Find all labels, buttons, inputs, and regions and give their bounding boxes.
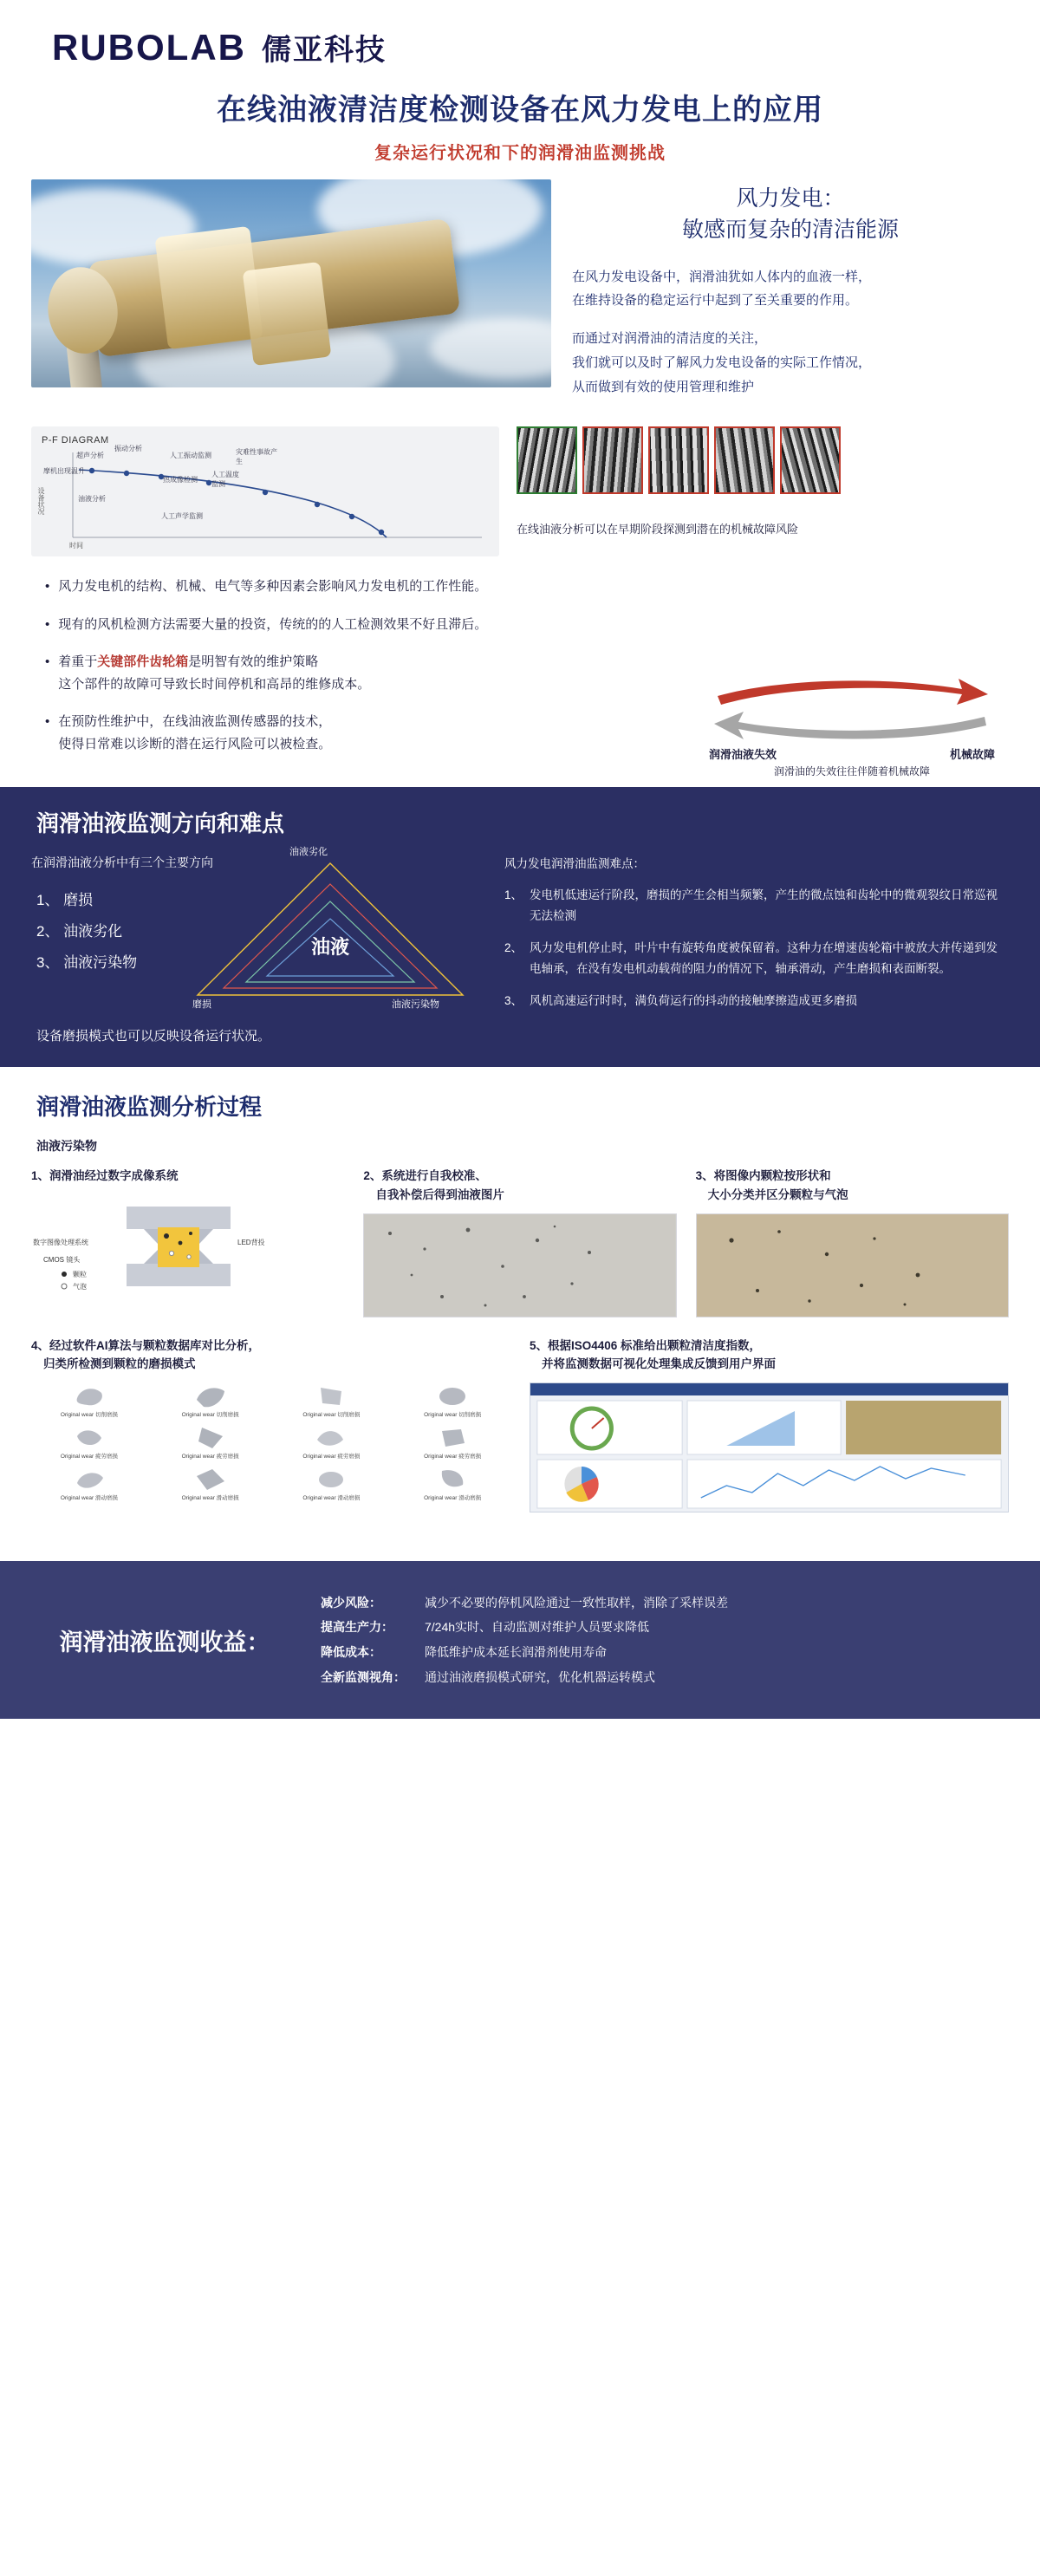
directions-left bbox=[31, 847, 482, 1044]
bullet-dot-icon: • bbox=[45, 616, 50, 632]
wear-particle-caption: Original wear 切削磨损 bbox=[60, 1411, 118, 1418]
arrow-pair-icon bbox=[709, 675, 995, 739]
monitoring-directions-section bbox=[0, 787, 1040, 1067]
directions-lead: 在润滑油液分析中有三个主要方向 bbox=[31, 855, 213, 870]
wear-particle-caption: Original wear 切削磨损 bbox=[181, 1411, 239, 1418]
hero-section bbox=[0, 167, 1040, 413]
wind-turbine-photo bbox=[31, 179, 551, 387]
bullet-text: 在预防性维护中，在线油液监测传感器的技术， 使得日常难以诊断的潜在运行风险可以被检查。 bbox=[58, 714, 332, 751]
benefits-list bbox=[321, 1590, 1005, 1690]
difficulty-number: 2、 bbox=[504, 941, 523, 955]
classified-particles-svg bbox=[697, 1214, 1008, 1317]
process-row-2 bbox=[31, 1337, 1009, 1512]
bullet-dot-icon: • bbox=[45, 654, 50, 670]
dashboard-screenshot bbox=[530, 1382, 1009, 1512]
arrow-labels bbox=[709, 745, 995, 762]
wear-particle-caption: Original wear 切削磨损 bbox=[302, 1411, 361, 1418]
step-heading: 4、经过软件AI算法与颗粒数据库对比分析， 归类所检测到颗粒的磨损模式 bbox=[31, 1338, 261, 1371]
brand-logo-en: RUBOLAB bbox=[52, 27, 246, 68]
particle-strip bbox=[517, 426, 577, 494]
pf-and-strips bbox=[0, 413, 1040, 556]
benefit-value: 降低维护成本延长润滑剂使用寿命 bbox=[425, 1645, 607, 1660]
difficulty-item bbox=[504, 885, 1009, 926]
wear-particle-shape-icon bbox=[153, 1424, 269, 1454]
list-item bbox=[45, 614, 995, 636]
pf-y-axis: 设备状况 bbox=[37, 487, 45, 516]
pf-label-8: 人工声学监测 bbox=[161, 512, 203, 521]
difficulties-list bbox=[504, 854, 1009, 1044]
wear-particle-shape-icon bbox=[153, 1466, 269, 1495]
page-title: 在线油液清洁度检测设备在风力发电上的应用 bbox=[217, 94, 823, 127]
svg-text:CMOS 镜头: CMOS 镜头 bbox=[43, 1255, 81, 1264]
wear-particle-shape-icon bbox=[31, 1382, 147, 1412]
oil-sample-image-2 bbox=[696, 1213, 1009, 1317]
benefit-value: 减少不必要的停机风险通过一致性取样，消除了采样误差 bbox=[425, 1595, 728, 1610]
section-title-process: 润滑油液监测分析过程 bbox=[36, 1094, 263, 1121]
wear-particle-caption: Original wear 疲劳磨损 bbox=[424, 1453, 482, 1460]
particle-strip bbox=[582, 426, 643, 494]
arrow-label-right: 机械故障 bbox=[949, 748, 995, 762]
page-subtitle: 复杂运行状况和下的润滑油监测挑战 bbox=[374, 144, 666, 163]
arrow-caption: 润滑油的失效往往伴随着机械故障 bbox=[773, 765, 930, 778]
failure-cycle-arrows bbox=[709, 675, 995, 778]
wear-particle-cell bbox=[394, 1424, 510, 1460]
wear-particle-shape-icon bbox=[394, 1424, 510, 1454]
hero-heading bbox=[572, 183, 1009, 246]
wear-particle-shape-icon bbox=[274, 1424, 390, 1454]
imaging-schematic bbox=[31, 1194, 344, 1298]
triangle-label-right: 油液污染物 bbox=[392, 999, 439, 1011]
hero-heading-line1: 风力发电： bbox=[736, 186, 845, 211]
bullet-list bbox=[0, 556, 1040, 787]
pf-label-6: 人工温度监测 bbox=[211, 471, 239, 489]
direction-item: 3、 油液污染物 bbox=[36, 953, 138, 971]
wear-particle-cell bbox=[153, 1382, 269, 1419]
imaging-schematic-svg bbox=[31, 1194, 326, 1298]
benefit-row bbox=[321, 1590, 1005, 1616]
hero-text bbox=[572, 179, 1009, 413]
wear-particle-shape-icon bbox=[153, 1382, 269, 1412]
process-step-1 bbox=[31, 1167, 344, 1317]
arrow-label-left: 润滑油液失效 bbox=[709, 748, 777, 762]
wear-particle-cell bbox=[274, 1466, 390, 1502]
svg-text:油液: 油液 bbox=[310, 936, 350, 959]
difficulty-item bbox=[504, 938, 1009, 979]
pf-label-2: 人工振动监测 bbox=[170, 452, 211, 460]
difficulty-text: 发电机低速运行阶段，磨损的产生会相当频繁，产生的微点蚀和齿轮中的微观裂纹日常巡视无法检测 bbox=[530, 888, 998, 922]
list-item bbox=[45, 576, 995, 598]
wear-particle-shape-icon bbox=[394, 1382, 510, 1412]
pf-label-4: 摩机出现温升 bbox=[43, 467, 85, 476]
oil-sample-svg bbox=[364, 1214, 675, 1317]
bullet-text: 着重于关键部件齿轮箱是明智有效的维护策略 这个部件的故障可导致长时间停机和高昂的维修成本。 bbox=[58, 654, 371, 692]
step-heading: 2、系统进行自我校准、 自我补偿后得到油液图片 bbox=[363, 1169, 504, 1201]
wear-particle-caption: Original wear 切削磨损 bbox=[424, 1411, 482, 1418]
pf-label-7: 油液分析 bbox=[78, 495, 106, 504]
step-heading: 3、将图像内颗粒按形状和 大小分类并区分颗粒与气泡 bbox=[695, 1169, 848, 1201]
header bbox=[0, 0, 1040, 74]
direction-item: 1、 磨损 bbox=[36, 892, 94, 909]
wear-particle-shape-icon bbox=[31, 1466, 147, 1495]
benefits-section bbox=[0, 1561, 1040, 1720]
difficulties-heading: 风力发电润滑油监测难点： bbox=[504, 857, 645, 871]
triangle-diagram-svg bbox=[187, 848, 473, 1012]
wear-particle-shape-icon bbox=[31, 1424, 147, 1454]
wear-particle-cell bbox=[153, 1466, 269, 1502]
dashboard-svg bbox=[530, 1383, 1008, 1512]
triangle-label-top: 油液劣化 bbox=[289, 847, 328, 858]
wear-particle-shape-icon bbox=[274, 1382, 390, 1412]
hero-paragraph-1: 在风力发电设备中，润滑油犹如人体内的血液一样， 在维持设备的稳定运行中起到了至关重要的作用。 bbox=[572, 269, 872, 309]
wear-particle-cell bbox=[394, 1382, 510, 1419]
benefit-key: 提高生产力： bbox=[321, 1620, 393, 1635]
brand-logo-cn: 儒亚科技 bbox=[261, 34, 387, 67]
svg-text:LED背投: LED背投 bbox=[237, 1238, 265, 1246]
directions-note: 设备磨损模式也可以反映设备运行状况。 bbox=[36, 1029, 271, 1044]
bullet-dot-icon: • bbox=[45, 579, 50, 595]
pf-label-3: 灾难性事故产生 bbox=[236, 448, 277, 466]
triangle-label-left: 磨损 bbox=[192, 999, 211, 1011]
pf-label-0: 超声分析 bbox=[76, 452, 104, 460]
wear-particle-grid bbox=[31, 1382, 510, 1502]
wear-particle-cell bbox=[31, 1466, 147, 1502]
particle-strip bbox=[648, 426, 709, 494]
particle-strip bbox=[780, 426, 841, 494]
direction-item: 2、 油液劣化 bbox=[36, 922, 123, 940]
benefit-key: 全新监测视角： bbox=[321, 1669, 406, 1684]
svg-text:气泡: 气泡 bbox=[73, 1282, 87, 1291]
title-block bbox=[0, 74, 1040, 167]
benefit-key: 降低成本： bbox=[321, 1645, 381, 1660]
wear-particle-cell bbox=[394, 1466, 510, 1502]
wear-particle-caption: Original wear 疲劳磨损 bbox=[60, 1453, 118, 1460]
bullet-text: 现有的风机检测方法需要大量的投资，传统的的人工检测效果不好且滞后。 bbox=[58, 616, 488, 632]
wear-particle-cell bbox=[31, 1382, 147, 1419]
process-step-5 bbox=[530, 1337, 1009, 1512]
wear-particle-caption: Original wear 滑动磨损 bbox=[424, 1494, 482, 1501]
wear-particle-cell bbox=[274, 1424, 390, 1460]
benefit-key: 减少风险： bbox=[321, 1595, 381, 1610]
wear-particle-caption: Original wear 疲劳磨损 bbox=[302, 1453, 361, 1460]
hero-paragraph-2: 而通过对润滑油的清洁度的关注， 我们就可以及时了解风力发电设备的实际工作情况， 从而做到有效的使用管理和维护 bbox=[572, 331, 872, 394]
svg-text:数字图像处理系统: 数字图像处理系统 bbox=[33, 1238, 88, 1246]
strips-caption: 在线油液分析可以在早期阶段探测到潜在的机械故障风险 bbox=[517, 523, 799, 537]
step-heading: 5、根据ISO4406 标准给出颗粒清洁度指数， 并将监测数据可视化处理集成反馈到用户界面 bbox=[530, 1338, 776, 1371]
wear-particle-caption: Original wear 滑动磨损 bbox=[181, 1494, 239, 1501]
hero-heading-line2: 敏感而复杂的清洁能源 bbox=[681, 218, 899, 243]
benefits-title: 润滑油液监测收益： bbox=[59, 1629, 270, 1656]
bullet-text: 风力发电机的结构、机械、电气等多种因素会影响风力发电机的工作性能。 bbox=[58, 579, 488, 595]
benefit-value: 通过油液磨损模式研究，优化机器运转模式 bbox=[425, 1669, 655, 1684]
pf-label-1: 振动分析 bbox=[114, 445, 142, 453]
process-section bbox=[0, 1067, 1040, 1538]
wear-particle-shape-icon bbox=[274, 1466, 390, 1495]
bullet-highlight: 关键部件齿轮箱 bbox=[97, 654, 189, 670]
step-heading: 1、润滑油经过数字成像系统 bbox=[31, 1169, 179, 1183]
svg-text:颗粒: 颗粒 bbox=[73, 1270, 87, 1278]
process-step-3 bbox=[696, 1167, 1009, 1317]
pf-label-5: 热成像检测 bbox=[163, 476, 198, 485]
wear-particle-shape-icon bbox=[394, 1466, 510, 1495]
section-title-directions: 润滑油液监测方向和难点 bbox=[36, 810, 285, 837]
difficulty-number: 1、 bbox=[504, 888, 523, 901]
benefit-value: 7/24h实时、自动监测对维护人员要求降低 bbox=[425, 1620, 650, 1635]
benefit-row bbox=[321, 1615, 1005, 1640]
difficulty-number: 3、 bbox=[504, 994, 523, 1008]
wear-particle-cell bbox=[274, 1382, 390, 1419]
process-row-1 bbox=[31, 1167, 1009, 1317]
benefit-row bbox=[321, 1665, 1005, 1690]
pf-x-axis: 时间 bbox=[69, 542, 83, 550]
wear-particle-caption: Original wear 滑动磨损 bbox=[302, 1494, 361, 1501]
process-step-2 bbox=[363, 1167, 676, 1317]
wear-particle-caption: Original wear 疲劳磨损 bbox=[181, 1453, 239, 1460]
process-subtitle: 油液污染物 bbox=[36, 1139, 97, 1154]
process-step-4 bbox=[31, 1337, 510, 1512]
particle-strip bbox=[714, 426, 775, 494]
pf-diagram bbox=[31, 426, 499, 556]
pf-diagram-title: P-F DIAGRAM bbox=[42, 435, 109, 446]
wear-particle-cell bbox=[31, 1424, 147, 1460]
pf-diagram-curve bbox=[31, 426, 499, 556]
oil-sample-image-1 bbox=[363, 1213, 676, 1317]
difficulty-text: 风力发电机停止时，叶片中有旋转角度被保留着。这种力在增速齿轮箱中被放大并传递到发电轴承，在没有发电机动载荷的阻力的情况下，轴承滑动，产生磨损和表面断裂。 bbox=[530, 941, 998, 975]
triangle-diagram bbox=[187, 848, 473, 1012]
benefit-row bbox=[321, 1640, 1005, 1665]
wear-particle-cell bbox=[153, 1424, 269, 1460]
bullet-dot-icon: • bbox=[45, 714, 50, 730]
wear-particle-caption: Original wear 滑动磨损 bbox=[60, 1494, 118, 1501]
difficulty-item bbox=[504, 991, 1009, 1012]
particle-strip-gallery bbox=[517, 426, 1009, 537]
difficulty-text: 风机高速运行时时，满负荷运行的抖动的接触摩擦造成更多磨损 bbox=[530, 994, 858, 1008]
